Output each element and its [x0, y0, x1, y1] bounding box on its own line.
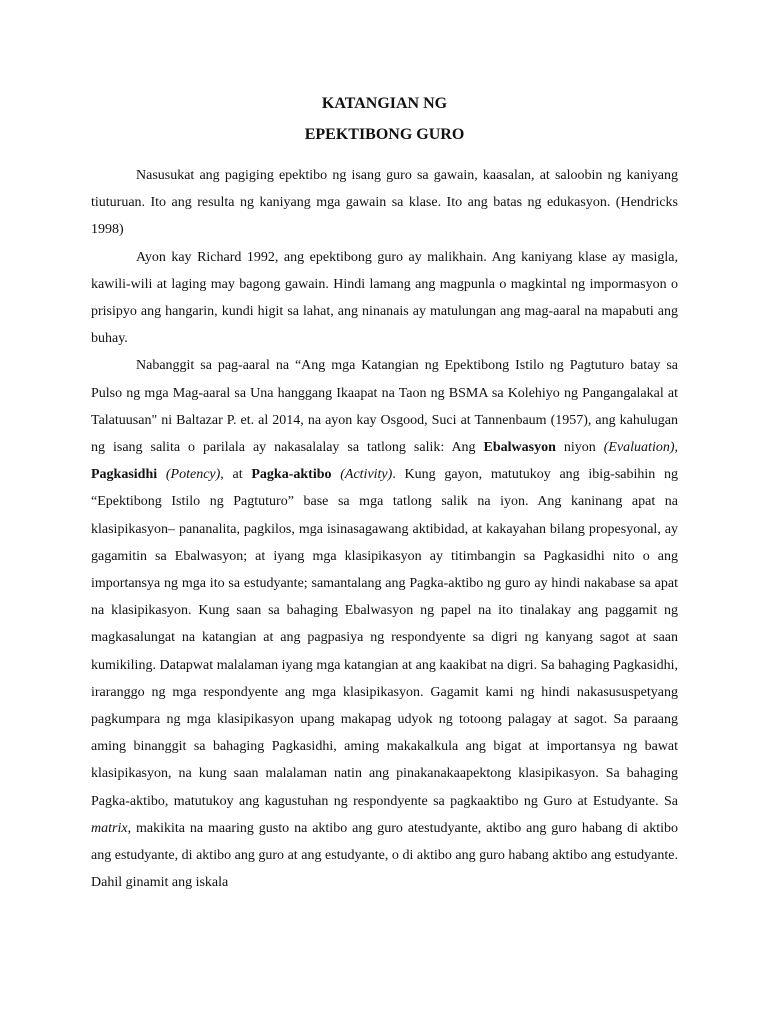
term-matrix: matrix — [91, 820, 128, 836]
paragraph-3-text-4 — [157, 467, 166, 482]
page-title-line-2: EPEKTIBONG GURO — [304, 126, 465, 143]
paragraph-3-text-7: . Kung gayon, matutukoy ang ibig-sabihin ng “Epektibong Istilo ng Pagtuturo” base sa mga tatlong salik na iyon. Ang kaninang apat na klasipikasyon– pananalita, pagkilos, mga isinasagawang aktibidad, at kakayahan bilang propesyonal, ay gagamitin sa Ebalwasyon; at iyang mga klasipikasyon ay titimbangin sa Pagkasidhi nito o ang importansya ng mga ito sa estudyante; samantalang ang Pagka-aktibo ng guro ay hindi nakabase sa apat na klasipikasyon. Kung saan sa bahaging Ebalwasyon ng papel na ito tinalakay ang paggamit ng magkasalungat na katangian at ang pagpasiya ng respondyente sa digri ng kanyang sagot at saan kumikiling. Datapwat malalaman iyang mga katangian at ang kaakibat na digri. Sa bahaging Pagkasidhi, iraranggo ng mga respondyente ang mga klasipikasyon. Gagamit kami ng hindi nakasususpetyang pagkumpara ng mga klasipikasyon upang makapag udyok ng totoong palagay at sagot. Sa paraang aming binanggit sa bahaging Pagkasidhi, aming makakalkula ang bigat at importansya ng bawat klasipikasyon, na kung saan malalaman natin ang pinakanakaapektong klasipikasyon. Sa bahaging Pagka-aktibo, matutukoy ang kagustuhan ng respondyente sa pagkaaktibo ng Guro at Estudyante. Sa — [91, 467, 679, 809]
term-evaluation: (Evaluation) — [603, 440, 675, 456]
term-ebalwasyon: Ebalwasyon — [483, 440, 556, 456]
term-activity: (Activity) — [340, 467, 393, 483]
paragraph-3-text-1: Nabanggit sa pag-aaral na “Ang mga Katangian ng Epektibong Istilo ng Pagtuturo batay sa Pulso ng mga Mag-aaral sa Una hanggang Ikaapat na Taon ng BSMA sa Kolehiyo ng Pangangalakal at Talatuusan" ni Baltazar P. et. al 2014, na ayon kay Osgood, Suci at Tannenbaum (1957), ang kahulugan ng isang salita o parilala ay nakasalalay sa tatlong salik: Ang — [91, 358, 678, 456]
title-block — [91, 88, 678, 150]
document-page — [91, 88, 678, 896]
paragraph-2: Ayon kay Richard 1992, ang epektibong guro ay malikhain. Ang kaniyang klase ay masigla, kawili-wili at laging may bagong gawain. Hindi lamang ang magpunla o magkintal ng impormasyon o prisipyo ang hangarin, kundi higit sa lahat, ang ninanais ay matulungan ang mag-aaral na mapabuti ang buhay. — [91, 249, 678, 347]
term-pagka-aktibo: Pagka-aktibo — [251, 467, 332, 483]
paragraph-3 — [91, 352, 678, 896]
term-potency: (Potency) — [165, 467, 221, 483]
paragraph-3-text-8: , makikita na maaring gusto na aktibo ang guro atestudyante, aktibo ang guro habang di aktibo ang estudyante, di aktibo ang guro at ang estudyante, o di aktibo ang guro habang aktibo ang estudyante. Dahil ginamit ang iskala — [91, 820, 678, 891]
paragraph-3-text-2: niyon — [555, 440, 604, 456]
page-title-line-1: KATANGIAN NG — [321, 95, 448, 112]
paragraph-3-text-6 — [332, 467, 341, 482]
paragraph-3-text-3: , — [674, 440, 678, 456]
term-pagkasidhi: Pagkasidhi — [91, 467, 158, 483]
paragraph-1: Nasusukat ang pagiging epektibo ng isang guro sa gawain, kaasalan, at saloobin ng kaniyang tiuturuan. Ito ang resulta ng kaniyang mga gawain sa klase. Ito ang batas ng edukasyon. (Hendricks 1998) — [91, 168, 678, 238]
paragraph-3-text-5: , at — [220, 467, 252, 483]
